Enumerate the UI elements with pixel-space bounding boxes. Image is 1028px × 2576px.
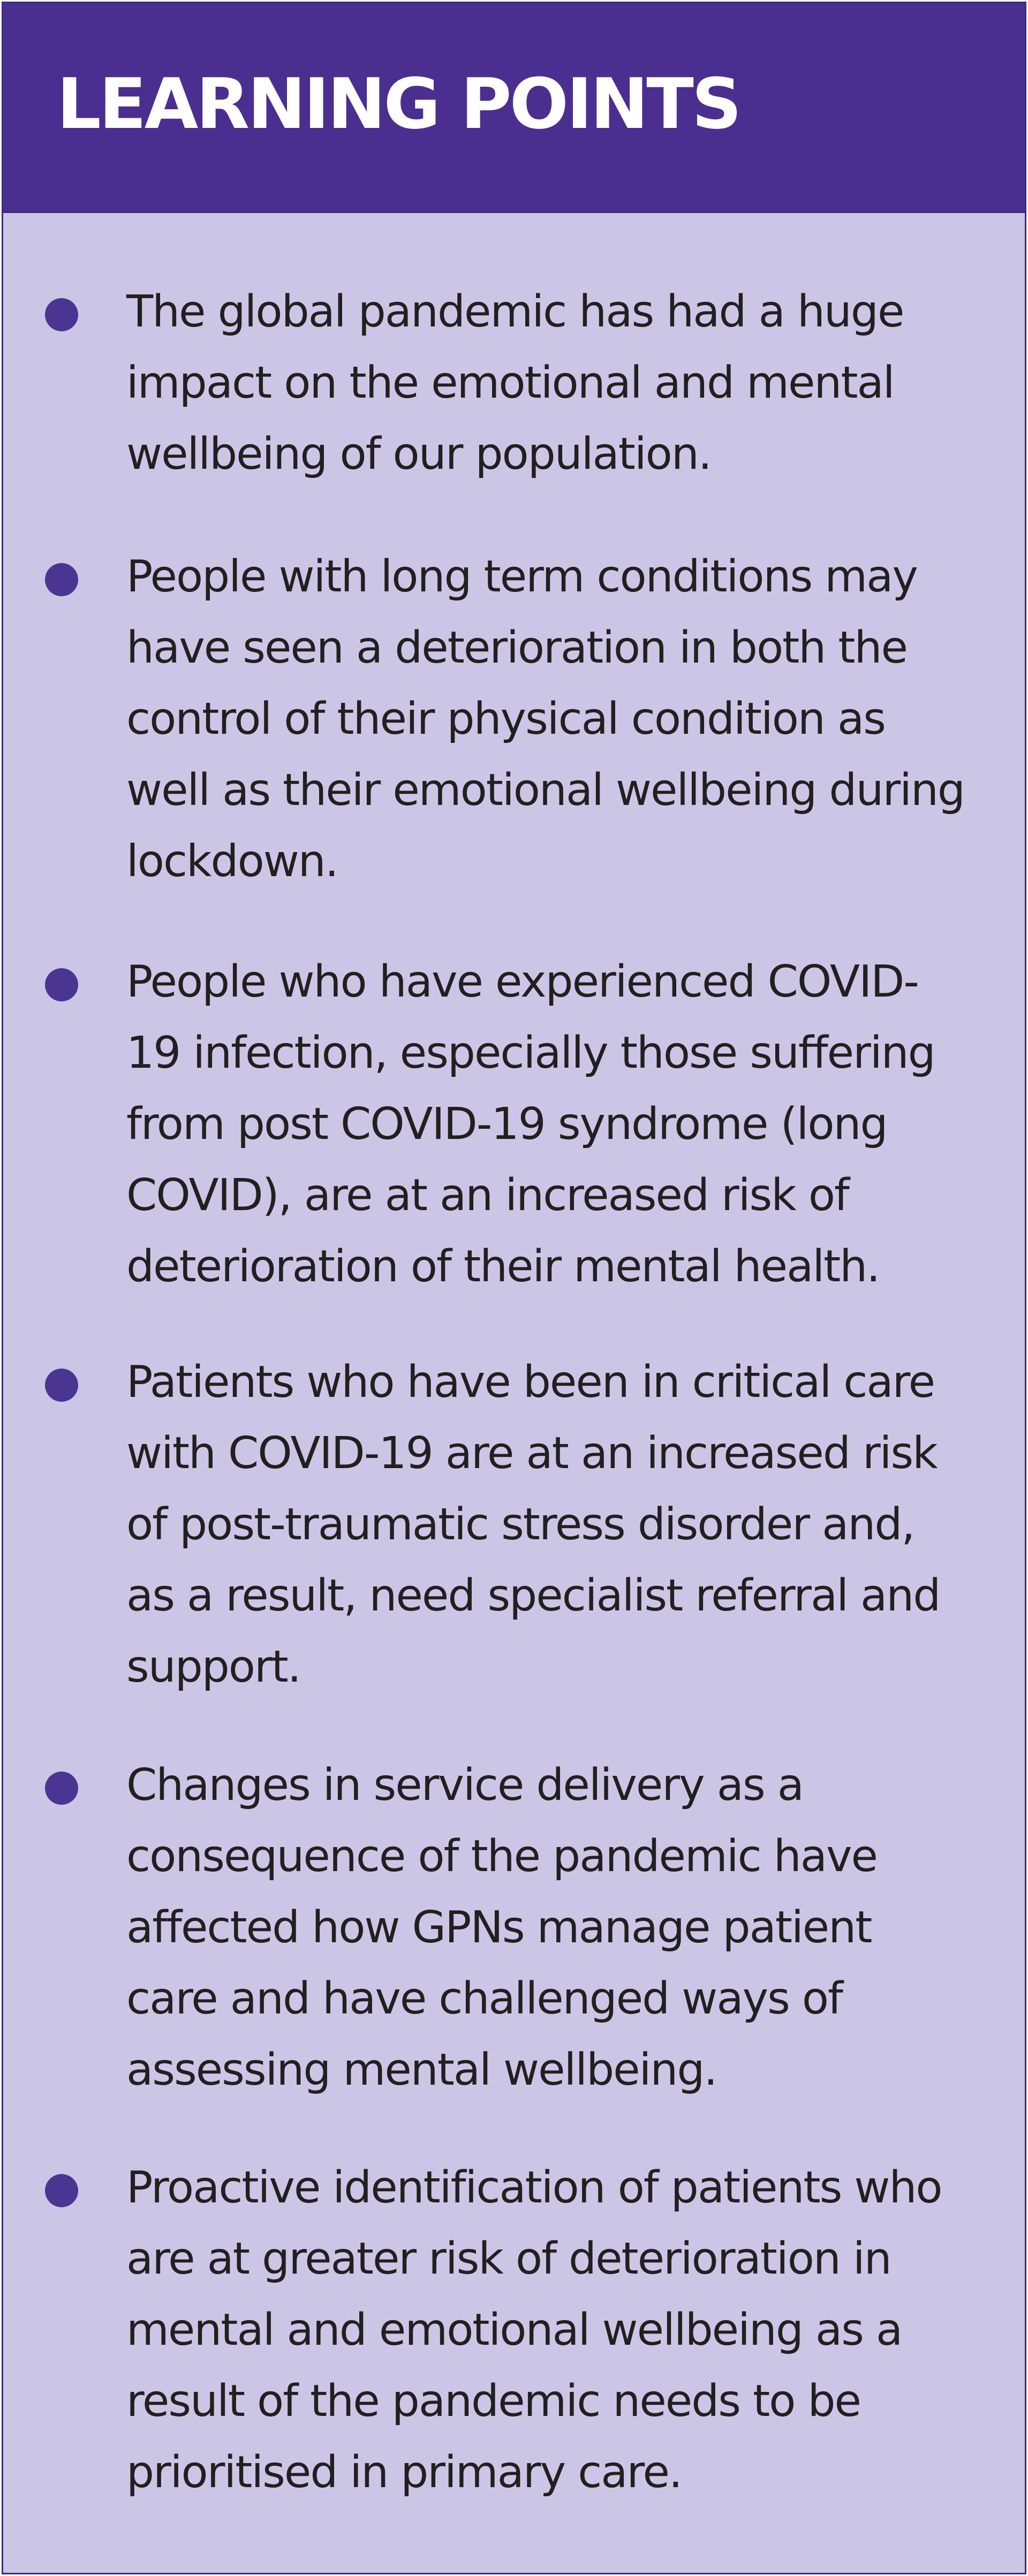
point-text: People who have experienced COVID- 19 infection, especially those suffering from post COVID-19 syndrome (long COVID), are at an increased risk of deterioration of their mental health. [126, 956, 935, 1292]
point-text: Changes in service delivery as a consequence of the pandemic have affected how GPNs manage patient care and have challenged ways of assessing mental wellbeing. [126, 1760, 877, 2095]
point-text: The global pandemic has had a huge impact on the emotional and mental wellbeing of our population. [126, 286, 904, 480]
learning-points-box [2, 2, 1026, 2574]
bullet-icon [45, 968, 78, 1001]
point-text: Patients who have been in critical care with COVID-19 are at an increased risk of post-traumatic stress disorder and, as a result, need specialist referral and support. [126, 1357, 940, 1692]
bullet-icon [45, 298, 78, 331]
bullet-icon [45, 563, 78, 596]
bullet-icon [45, 1369, 78, 1402]
bullet-icon [45, 2174, 78, 2207]
bullet-icon [45, 1772, 78, 1805]
header-bar [3, 3, 1025, 213]
point-text: Proactive identification of patients who are at greater risk of deterioration in mental and emotional wellbeing as a result of the pandemic needs to be prioritised in primary care. [126, 2162, 942, 2498]
page-title: LEARNING POINTS [57, 63, 740, 145]
point-text: People with long term conditions may have seen a deterioration in both the control of their physical condition as well as their emotional wellbeing during lockdown. [126, 551, 964, 887]
